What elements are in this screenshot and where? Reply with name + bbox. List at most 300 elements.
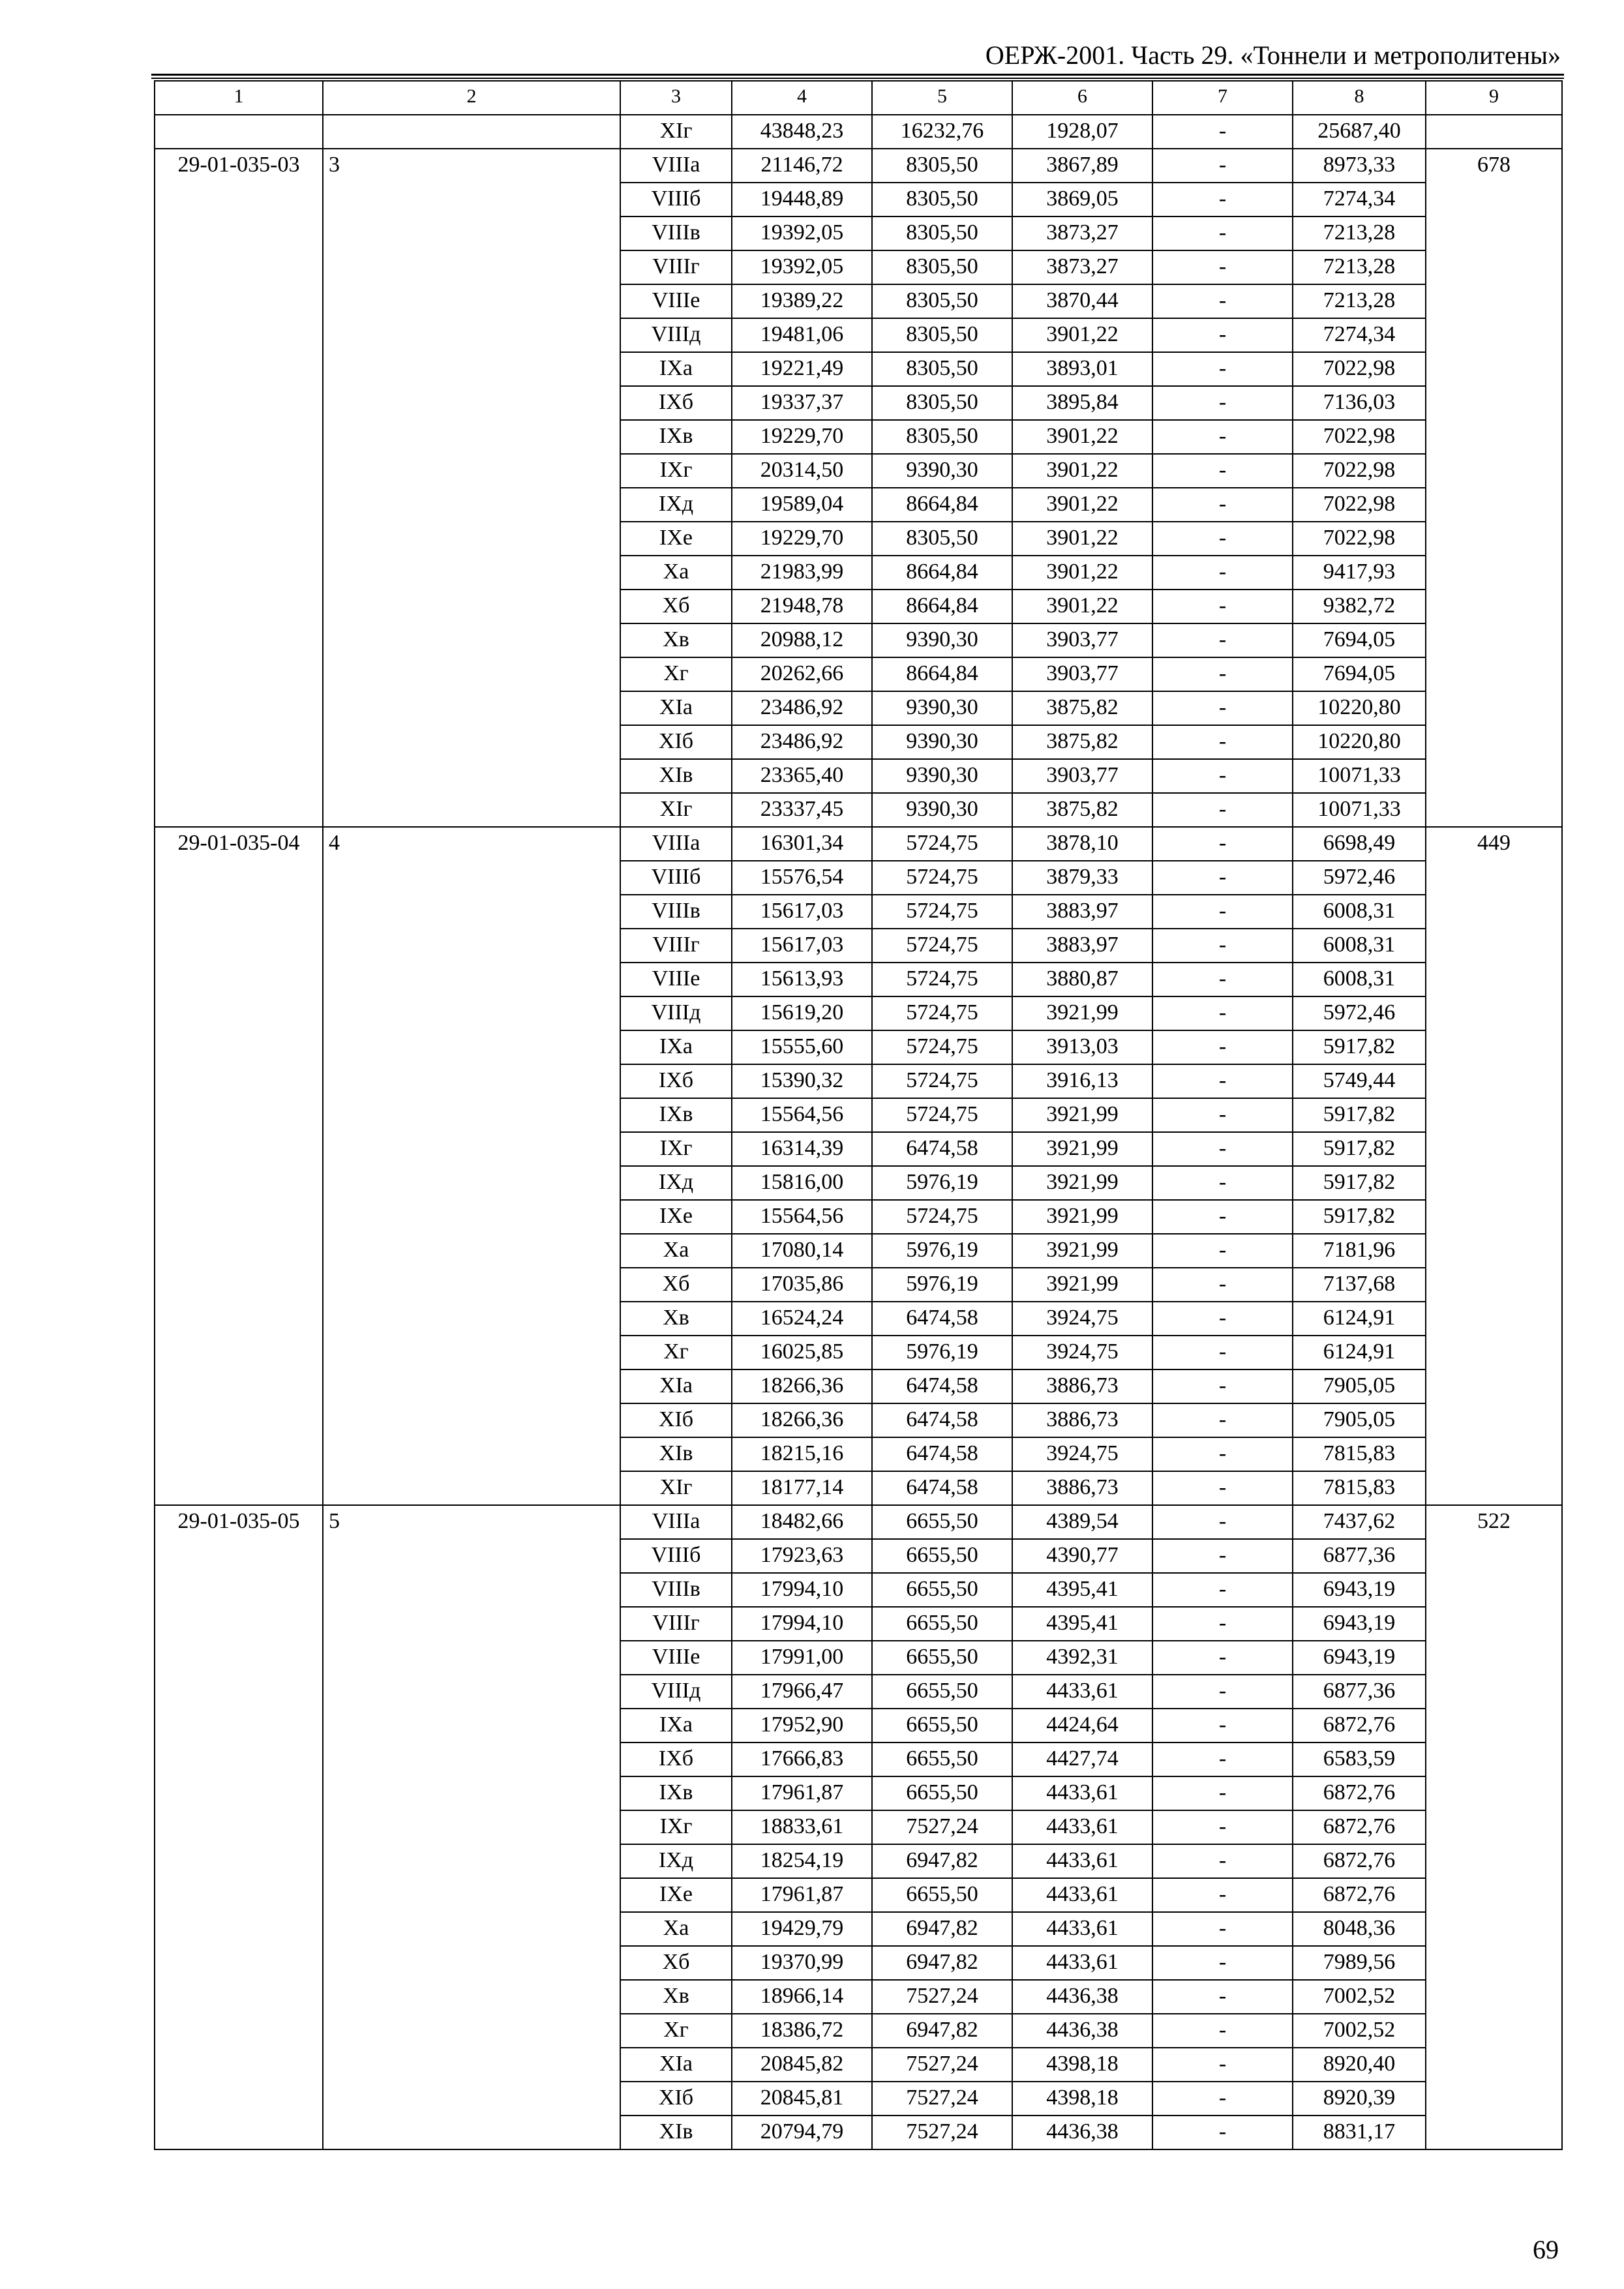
- category-cell: IXб: [620, 386, 732, 420]
- machine-cost-cell: 3924,75: [1012, 1302, 1152, 1336]
- rate-name-cell: 3: [323, 149, 620, 827]
- machine-cost-cell: 4433,61: [1012, 1946, 1152, 1980]
- materials-cost-cell: 8973,33: [1293, 149, 1426, 183]
- labor-cost-cell: 6474,58: [872, 1369, 1012, 1403]
- driver-wage-cell: -: [1152, 1641, 1293, 1675]
- total-cost-cell: 19481,06: [732, 318, 872, 352]
- materials-cost-cell: 7213,28: [1293, 217, 1426, 250]
- total-cost-cell: 17080,14: [732, 1234, 872, 1268]
- header-rule-thin: [151, 78, 1564, 79]
- machine-cost-cell: 4433,61: [1012, 1776, 1152, 1810]
- labor-cost-cell: 6655,50: [872, 1573, 1012, 1607]
- labor-cost-cell: 8664,84: [872, 556, 1012, 590]
- labor-cost-cell: 5976,19: [872, 1268, 1012, 1302]
- category-cell: Xб: [620, 590, 732, 623]
- category-cell: VIIIв: [620, 217, 732, 250]
- category-cell: VIIIб: [620, 1539, 732, 1573]
- labor-cost-cell: 7527,24: [872, 1810, 1012, 1844]
- materials-cost-cell: 7022,98: [1293, 522, 1426, 556]
- driver-wage-cell: -: [1152, 488, 1293, 522]
- labor-cost-cell: 7527,24: [872, 1980, 1012, 2014]
- driver-wage-cell: -: [1152, 1539, 1293, 1573]
- total-cost-cell: 23486,92: [732, 725, 872, 759]
- labor-cost-cell: 6655,50: [872, 1607, 1012, 1641]
- materials-cost-cell: 6943,19: [1293, 1573, 1426, 1607]
- driver-wage-cell: -: [1152, 1607, 1293, 1641]
- materials-cost-cell: 7905,05: [1293, 1403, 1426, 1437]
- materials-cost-cell: 5972,46: [1293, 861, 1426, 895]
- driver-wage-cell: -: [1152, 250, 1293, 284]
- labor-cost-cell: 5724,75: [872, 861, 1012, 895]
- category-cell: IXд: [620, 1166, 732, 1200]
- rate-name-cell: [323, 115, 620, 149]
- category-cell: IXа: [620, 352, 732, 386]
- category-cell: Xа: [620, 1912, 732, 1946]
- materials-cost-cell: 6943,19: [1293, 1607, 1426, 1641]
- driver-wage-cell: -: [1152, 352, 1293, 386]
- category-cell: VIIIе: [620, 963, 732, 996]
- rates-table: [154, 80, 1563, 2150]
- labor-cost-cell: 7527,24: [872, 2116, 1012, 2149]
- materials-cost-cell: 8920,39: [1293, 2082, 1426, 2116]
- column-number: 4: [732, 81, 872, 115]
- rate-name-cell: 5: [323, 1505, 620, 2149]
- materials-cost-cell: 6872,76: [1293, 1878, 1426, 1912]
- labor-cost-cell: 5724,75: [872, 929, 1012, 963]
- column-number: 1: [155, 81, 323, 115]
- total-cost-cell: 21146,72: [732, 149, 872, 183]
- materials-cost-cell: 7002,52: [1293, 2014, 1426, 2048]
- labor-cost-cell: 9390,30: [872, 623, 1012, 657]
- category-cell: VIIIа: [620, 827, 732, 861]
- labor-cost-cell: 5724,75: [872, 1030, 1012, 1064]
- category-cell: Xб: [620, 1946, 732, 1980]
- total-cost-cell: 17035,86: [732, 1268, 872, 1302]
- labor-cost-cell: 9390,30: [872, 759, 1012, 793]
- materials-cost-cell: 9417,93: [1293, 556, 1426, 590]
- labor-cost-cell: 5724,75: [872, 1098, 1012, 1132]
- driver-wage-cell: -: [1152, 1709, 1293, 1743]
- total-cost-cell: 17966,47: [732, 1675, 872, 1709]
- machine-cost-cell: 4389,54: [1012, 1505, 1152, 1539]
- driver-wage-cell: -: [1152, 623, 1293, 657]
- labor-cost-cell: 5724,75: [872, 895, 1012, 929]
- total-cost-cell: 18966,14: [732, 1980, 872, 2014]
- labor-cost-cell: 16232,76: [872, 115, 1012, 149]
- machine-cost-cell: 3880,87: [1012, 963, 1152, 996]
- category-cell: VIIIа: [620, 1505, 732, 1539]
- materials-cost-cell: 7905,05: [1293, 1369, 1426, 1403]
- labor-cost-cell: 9390,30: [872, 725, 1012, 759]
- category-cell: VIIIг: [620, 929, 732, 963]
- total-cost-cell: 21983,99: [732, 556, 872, 590]
- machine-cost-cell: 3883,97: [1012, 929, 1152, 963]
- total-cost-cell: 19392,05: [732, 250, 872, 284]
- machine-cost-cell: 3901,22: [1012, 454, 1152, 488]
- category-cell: IXе: [620, 1200, 732, 1234]
- driver-wage-cell: -: [1152, 1064, 1293, 1098]
- materials-cost-cell: 7137,68: [1293, 1268, 1426, 1302]
- machine-cost-cell: 3901,22: [1012, 556, 1152, 590]
- running-header: ОЕРЖ-2001. Часть 29. «Тоннели и метрополитены»: [985, 40, 1561, 70]
- machine-cost-cell: 3867,89: [1012, 149, 1152, 183]
- labor-cost-cell: 8305,50: [872, 149, 1012, 183]
- machine-cost-cell: 3870,44: [1012, 284, 1152, 318]
- labor-cost-cell: 6655,50: [872, 1505, 1012, 1539]
- driver-wage-cell: -: [1152, 1743, 1293, 1776]
- category-cell: VIIIд: [620, 1675, 732, 1709]
- machine-cost-cell: 4436,38: [1012, 2014, 1152, 2048]
- total-cost-cell: 18386,72: [732, 2014, 872, 2048]
- machine-cost-cell: 3903,77: [1012, 623, 1152, 657]
- driver-wage-cell: -: [1152, 1437, 1293, 1471]
- category-cell: Xг: [620, 1336, 732, 1369]
- total-cost-cell: 19448,89: [732, 183, 872, 217]
- driver-wage-cell: -: [1152, 2014, 1293, 2048]
- machine-cost-cell: 4390,77: [1012, 1539, 1152, 1573]
- table-row: [155, 115, 1562, 149]
- driver-wage-cell: -: [1152, 1403, 1293, 1437]
- total-cost-cell: 17994,10: [732, 1607, 872, 1641]
- labor-cost-cell: 6474,58: [872, 1302, 1012, 1336]
- labor-cost-cell: 7527,24: [872, 2048, 1012, 2082]
- category-cell: VIIIе: [620, 284, 732, 318]
- total-cost-cell: 19229,70: [732, 522, 872, 556]
- rate-code-cell: 29-01-035-04: [155, 827, 323, 1505]
- materials-cost-cell: 7022,98: [1293, 454, 1426, 488]
- category-cell: IXв: [620, 1776, 732, 1810]
- materials-cost-cell: 7022,98: [1293, 420, 1426, 454]
- machine-cost-cell: 3901,22: [1012, 522, 1152, 556]
- category-cell: IXе: [620, 1878, 732, 1912]
- category-cell: Xг: [620, 657, 732, 691]
- labor-cost-cell: 5976,19: [872, 1166, 1012, 1200]
- driver-wage-cell: -: [1152, 1675, 1293, 1709]
- driver-wage-cell: -: [1152, 454, 1293, 488]
- materials-cost-cell: 5917,82: [1293, 1098, 1426, 1132]
- materials-cost-cell: 10220,80: [1293, 691, 1426, 725]
- materials-cost-cell: 6583,59: [1293, 1743, 1426, 1776]
- category-cell: VIIIб: [620, 183, 732, 217]
- materials-cost-cell: 7274,34: [1293, 318, 1426, 352]
- materials-cost-cell: 8048,36: [1293, 1912, 1426, 1946]
- labor-cost-cell: 6655,50: [872, 1539, 1012, 1573]
- driver-wage-cell: -: [1152, 793, 1293, 827]
- labor-cost-cell: 8305,50: [872, 217, 1012, 250]
- labor-cost-cell: 8305,50: [872, 522, 1012, 556]
- machine-cost-cell: 4433,61: [1012, 1912, 1152, 1946]
- driver-wage-cell: -: [1152, 827, 1293, 861]
- labor-cost-cell: 5724,75: [872, 1200, 1012, 1234]
- machine-cost-cell: 3893,01: [1012, 352, 1152, 386]
- materials-cost-cell: 7437,62: [1293, 1505, 1426, 1539]
- machine-cost-cell: 3886,73: [1012, 1471, 1152, 1505]
- materials-cost-cell: 6872,76: [1293, 1776, 1426, 1810]
- materials-cost-cell: 5749,44: [1293, 1064, 1426, 1098]
- materials-cost-cell: 7022,98: [1293, 352, 1426, 386]
- labor-cost-cell: 7527,24: [872, 2082, 1012, 2116]
- total-cost-cell: 18254,19: [732, 1844, 872, 1878]
- total-cost-cell: 18482,66: [732, 1505, 872, 1539]
- materials-cost-cell: 6872,76: [1293, 1709, 1426, 1743]
- machine-cost-cell: 3921,99: [1012, 1132, 1152, 1166]
- category-cell: IXв: [620, 420, 732, 454]
- category-cell: VIIIд: [620, 318, 732, 352]
- driver-wage-cell: -: [1152, 1776, 1293, 1810]
- labor-cost-cell: 9390,30: [872, 454, 1012, 488]
- labor-cost-cell: 6655,50: [872, 1743, 1012, 1776]
- category-cell: VIIIг: [620, 1607, 732, 1641]
- labor-hours-cell: [1426, 115, 1562, 149]
- labor-cost-cell: 8664,84: [872, 488, 1012, 522]
- category-cell: XIа: [620, 691, 732, 725]
- machine-cost-cell: 3901,22: [1012, 590, 1152, 623]
- materials-cost-cell: 5917,82: [1293, 1030, 1426, 1064]
- materials-cost-cell: 6872,76: [1293, 1810, 1426, 1844]
- category-cell: XIв: [620, 1437, 732, 1471]
- total-cost-cell: 16301,34: [732, 827, 872, 861]
- column-number: 5: [872, 81, 1012, 115]
- category-cell: Xа: [620, 1234, 732, 1268]
- machine-cost-cell: 3921,99: [1012, 1098, 1152, 1132]
- driver-wage-cell: -: [1152, 1471, 1293, 1505]
- total-cost-cell: 15619,20: [732, 996, 872, 1030]
- total-cost-cell: 19229,70: [732, 420, 872, 454]
- driver-wage-cell: -: [1152, 895, 1293, 929]
- machine-cost-cell: 4436,38: [1012, 2116, 1152, 2149]
- labor-cost-cell: 8305,50: [872, 250, 1012, 284]
- category-cell: XIа: [620, 2048, 732, 2082]
- total-cost-cell: 19429,79: [732, 1912, 872, 1946]
- materials-cost-cell: 7213,28: [1293, 250, 1426, 284]
- driver-wage-cell: -: [1152, 725, 1293, 759]
- category-cell: IXд: [620, 1844, 732, 1878]
- driver-wage-cell: -: [1152, 149, 1293, 183]
- total-cost-cell: 21948,78: [732, 590, 872, 623]
- labor-cost-cell: 8305,50: [872, 183, 1012, 217]
- category-cell: VIIIв: [620, 895, 732, 929]
- total-cost-cell: 20314,50: [732, 454, 872, 488]
- driver-wage-cell: -: [1152, 522, 1293, 556]
- column-number: 8: [1293, 81, 1426, 115]
- total-cost-cell: 19589,04: [732, 488, 872, 522]
- machine-cost-cell: 4433,61: [1012, 1844, 1152, 1878]
- materials-cost-cell: 6698,49: [1293, 827, 1426, 861]
- labor-cost-cell: 8305,50: [872, 420, 1012, 454]
- machine-cost-cell: 4395,41: [1012, 1607, 1152, 1641]
- labor-cost-cell: 8305,50: [872, 284, 1012, 318]
- labor-cost-cell: 6655,50: [872, 1776, 1012, 1810]
- materials-cost-cell: 7213,28: [1293, 284, 1426, 318]
- materials-cost-cell: 5917,82: [1293, 1132, 1426, 1166]
- labor-cost-cell: 5976,19: [872, 1234, 1012, 1268]
- materials-cost-cell: 10071,33: [1293, 793, 1426, 827]
- driver-wage-cell: -: [1152, 691, 1293, 725]
- total-cost-cell: 15576,54: [732, 861, 872, 895]
- labor-cost-cell: 9390,30: [872, 793, 1012, 827]
- category-cell: XIв: [620, 759, 732, 793]
- total-cost-cell: 18266,36: [732, 1403, 872, 1437]
- materials-cost-cell: 5972,46: [1293, 996, 1426, 1030]
- machine-cost-cell: 3869,05: [1012, 183, 1152, 217]
- labor-cost-cell: 9390,30: [872, 691, 1012, 725]
- materials-cost-cell: 10220,80: [1293, 725, 1426, 759]
- total-cost-cell: 15613,93: [732, 963, 872, 996]
- machine-cost-cell: 3883,97: [1012, 895, 1152, 929]
- machine-cost-cell: 3873,27: [1012, 250, 1152, 284]
- materials-cost-cell: 7136,03: [1293, 386, 1426, 420]
- driver-wage-cell: -: [1152, 1369, 1293, 1403]
- category-cell: VIIIг: [620, 250, 732, 284]
- total-cost-cell: 20262,66: [732, 657, 872, 691]
- labor-cost-cell: 5724,75: [872, 827, 1012, 861]
- labor-cost-cell: 6655,50: [872, 1641, 1012, 1675]
- driver-wage-cell: -: [1152, 386, 1293, 420]
- materials-cost-cell: 25687,40: [1293, 115, 1426, 149]
- machine-cost-cell: 3901,22: [1012, 420, 1152, 454]
- materials-cost-cell: 7694,05: [1293, 657, 1426, 691]
- machine-cost-cell: 4395,41: [1012, 1573, 1152, 1607]
- labor-cost-cell: 8305,50: [872, 318, 1012, 352]
- machine-cost-cell: 3875,82: [1012, 691, 1152, 725]
- driver-wage-cell: -: [1152, 1200, 1293, 1234]
- driver-wage-cell: -: [1152, 1132, 1293, 1166]
- driver-wage-cell: -: [1152, 183, 1293, 217]
- driver-wage-cell: -: [1152, 115, 1293, 149]
- total-cost-cell: 20845,82: [732, 2048, 872, 2082]
- materials-cost-cell: 9382,72: [1293, 590, 1426, 623]
- materials-cost-cell: 6872,76: [1293, 1844, 1426, 1878]
- labor-cost-cell: 8664,84: [872, 657, 1012, 691]
- driver-wage-cell: -: [1152, 1810, 1293, 1844]
- table-body: [155, 115, 1562, 2149]
- driver-wage-cell: -: [1152, 1234, 1293, 1268]
- materials-cost-cell: 7181,96: [1293, 1234, 1426, 1268]
- total-cost-cell: 18833,61: [732, 1810, 872, 1844]
- machine-cost-cell: 3875,82: [1012, 725, 1152, 759]
- total-cost-cell: 15564,56: [732, 1098, 872, 1132]
- driver-wage-cell: -: [1152, 2048, 1293, 2082]
- driver-wage-cell: -: [1152, 284, 1293, 318]
- materials-cost-cell: 6008,31: [1293, 963, 1426, 996]
- materials-cost-cell: 8831,17: [1293, 2116, 1426, 2149]
- driver-wage-cell: -: [1152, 556, 1293, 590]
- labor-cost-cell: 6474,58: [872, 1403, 1012, 1437]
- category-cell: IXг: [620, 1132, 732, 1166]
- total-cost-cell: 15617,03: [732, 929, 872, 963]
- machine-cost-cell: 3924,75: [1012, 1336, 1152, 1369]
- rate-name-cell: 4: [323, 827, 620, 1505]
- machine-cost-cell: 3875,82: [1012, 793, 1152, 827]
- machine-cost-cell: 3901,22: [1012, 488, 1152, 522]
- materials-cost-cell: 5917,82: [1293, 1200, 1426, 1234]
- materials-cost-cell: 6008,31: [1293, 929, 1426, 963]
- column-number: 6: [1012, 81, 1152, 115]
- total-cost-cell: 17952,90: [732, 1709, 872, 1743]
- materials-cost-cell: 5917,82: [1293, 1166, 1426, 1200]
- category-cell: Xв: [620, 1980, 732, 2014]
- materials-cost-cell: 7022,98: [1293, 488, 1426, 522]
- driver-wage-cell: -: [1152, 420, 1293, 454]
- machine-cost-cell: 3921,99: [1012, 1268, 1152, 1302]
- materials-cost-cell: 6124,91: [1293, 1302, 1426, 1336]
- labor-cost-cell: 6655,50: [872, 1675, 1012, 1709]
- materials-cost-cell: 7989,56: [1293, 1946, 1426, 1980]
- machine-cost-cell: 3878,10: [1012, 827, 1152, 861]
- machine-cost-cell: 3886,73: [1012, 1403, 1152, 1437]
- driver-wage-cell: -: [1152, 217, 1293, 250]
- total-cost-cell: 19392,05: [732, 217, 872, 250]
- materials-cost-cell: 6877,36: [1293, 1675, 1426, 1709]
- column-number: 9: [1426, 81, 1562, 115]
- category-cell: Xг: [620, 2014, 732, 2048]
- driver-wage-cell: -: [1152, 1505, 1293, 1539]
- labor-cost-cell: 5976,19: [872, 1336, 1012, 1369]
- header-rule-thick: [151, 74, 1564, 76]
- total-cost-cell: 15555,60: [732, 1030, 872, 1064]
- labor-cost-cell: 6947,82: [872, 1844, 1012, 1878]
- total-cost-cell: 23365,40: [732, 759, 872, 793]
- machine-cost-cell: 4433,61: [1012, 1878, 1152, 1912]
- driver-wage-cell: -: [1152, 2116, 1293, 2149]
- labor-cost-cell: 6947,82: [872, 1946, 1012, 1980]
- materials-cost-cell: 6008,31: [1293, 895, 1426, 929]
- category-cell: IXг: [620, 1810, 732, 1844]
- labor-hours-cell: 449: [1426, 827, 1562, 1505]
- labor-hours-cell: 522: [1426, 1505, 1562, 2149]
- labor-cost-cell: 8305,50: [872, 386, 1012, 420]
- category-cell: XIг: [620, 115, 732, 149]
- labor-cost-cell: 5724,75: [872, 996, 1012, 1030]
- total-cost-cell: 43848,23: [732, 115, 872, 149]
- rates-table-container: [154, 80, 1561, 2150]
- machine-cost-cell: 3879,33: [1012, 861, 1152, 895]
- labor-cost-cell: 8305,50: [872, 352, 1012, 386]
- table-row: [155, 1505, 1562, 1539]
- category-cell: VIIIа: [620, 149, 732, 183]
- machine-cost-cell: 4427,74: [1012, 1743, 1152, 1776]
- driver-wage-cell: -: [1152, 1098, 1293, 1132]
- total-cost-cell: 16314,39: [732, 1132, 872, 1166]
- driver-wage-cell: -: [1152, 1166, 1293, 1200]
- category-cell: XIб: [620, 1403, 732, 1437]
- total-cost-cell: 19221,49: [732, 352, 872, 386]
- machine-cost-cell: 4424,64: [1012, 1709, 1152, 1743]
- total-cost-cell: 19389,22: [732, 284, 872, 318]
- column-number: 2: [323, 81, 620, 115]
- total-cost-cell: 18215,16: [732, 1437, 872, 1471]
- machine-cost-cell: 3886,73: [1012, 1369, 1152, 1403]
- driver-wage-cell: -: [1152, 1878, 1293, 1912]
- driver-wage-cell: -: [1152, 318, 1293, 352]
- machine-cost-cell: 4433,61: [1012, 1810, 1152, 1844]
- labor-cost-cell: 5724,75: [872, 1064, 1012, 1098]
- materials-cost-cell: 6943,19: [1293, 1641, 1426, 1675]
- category-cell: XIв: [620, 2116, 732, 2149]
- driver-wage-cell: -: [1152, 1573, 1293, 1607]
- column-number: 3: [620, 81, 732, 115]
- category-cell: IXд: [620, 488, 732, 522]
- driver-wage-cell: -: [1152, 929, 1293, 963]
- total-cost-cell: 17994,10: [732, 1573, 872, 1607]
- labor-cost-cell: 6474,58: [872, 1471, 1012, 1505]
- labor-cost-cell: 6947,82: [872, 2014, 1012, 2048]
- category-cell: IXб: [620, 1064, 732, 1098]
- materials-cost-cell: 10071,33: [1293, 759, 1426, 793]
- total-cost-cell: 19370,99: [732, 1946, 872, 1980]
- page-number: 69: [1533, 2235, 1559, 2264]
- category-cell: VIIIе: [620, 1641, 732, 1675]
